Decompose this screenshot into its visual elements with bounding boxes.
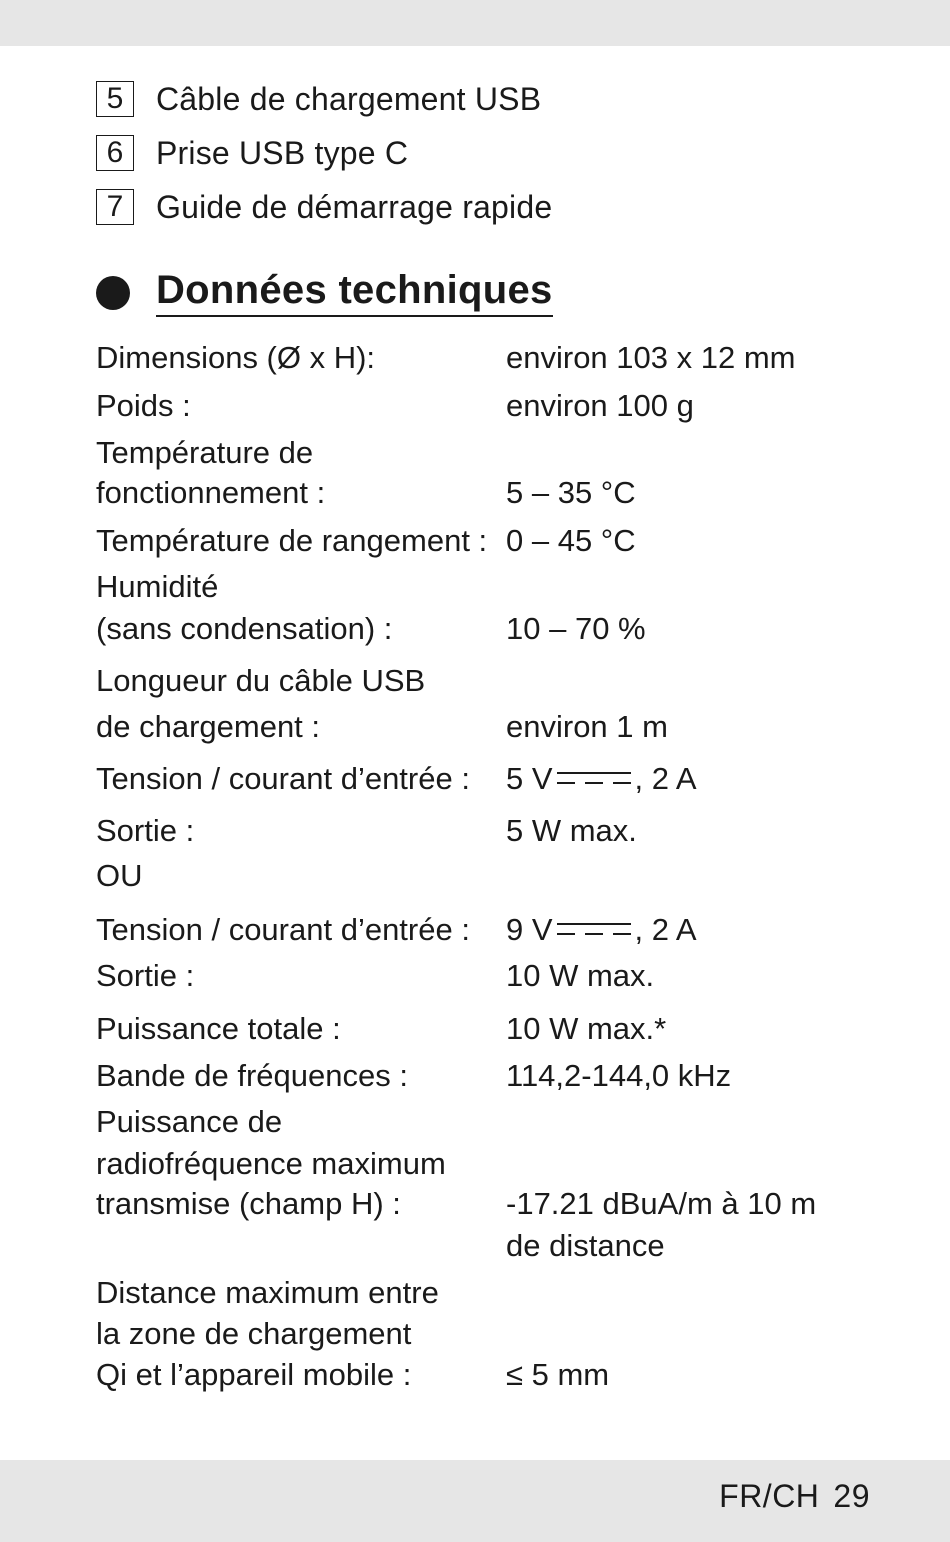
top-margin-band bbox=[0, 0, 950, 46]
spec-output-1 bbox=[96, 811, 876, 851]
spec-input-1 bbox=[96, 759, 876, 799]
part-label: Prise USB type C bbox=[156, 134, 409, 171]
spec-label: Puissance totale : bbox=[96, 1011, 341, 1046]
spec-label: Qi et l’appareil mobile : bbox=[96, 1357, 412, 1392]
spec-storage-temperature bbox=[96, 521, 876, 561]
spec-label: Température de rangement : bbox=[96, 523, 488, 558]
spec-label: Bande de fréquences : bbox=[96, 1058, 408, 1093]
spec-label: transmise (champ H) : bbox=[96, 1186, 401, 1221]
list-item bbox=[96, 126, 552, 180]
bullet-icon bbox=[96, 276, 130, 310]
spec-value bbox=[506, 910, 697, 950]
spec-label: Sortie : bbox=[96, 958, 195, 993]
spec-total-power bbox=[96, 1009, 876, 1049]
spec-label: radiofréquence maximum bbox=[96, 1146, 446, 1181]
spec-value: 10 W max. bbox=[506, 958, 655, 993]
spec-label: Tension / courant d’entrée : bbox=[96, 761, 470, 796]
part-label: Guide de démarrage rapide bbox=[156, 188, 553, 225]
spec-frequency-band bbox=[96, 1056, 876, 1096]
spec-value: 5 W max. bbox=[506, 813, 637, 848]
voltage-value: 5 V bbox=[506, 761, 553, 796]
spec-value bbox=[506, 759, 697, 799]
spec-value: 0 – 45 °C bbox=[506, 523, 636, 558]
spec-label: Longueur du câble USB bbox=[96, 663, 426, 698]
spec-label: Humidité bbox=[96, 569, 219, 604]
part-number-box: 6 bbox=[96, 135, 134, 171]
current-value: , 2 A bbox=[634, 761, 697, 796]
spec-or bbox=[96, 856, 876, 896]
part-number-box: 5 bbox=[96, 81, 134, 117]
spec-dimensions bbox=[96, 338, 876, 378]
voltage-value: 9 V bbox=[506, 912, 553, 947]
spec-label: (sans condensation) : bbox=[96, 611, 393, 646]
spec-max-distance bbox=[96, 1273, 876, 1397]
spec-output-2 bbox=[96, 956, 876, 996]
spec-label: Sortie : bbox=[96, 813, 195, 848]
spec-label: Température de bbox=[96, 435, 314, 470]
or-label: OU bbox=[96, 858, 143, 893]
list-item bbox=[96, 72, 552, 126]
spec-value: 10 – 70 % bbox=[506, 611, 646, 646]
spec-label: Poids : bbox=[96, 388, 191, 423]
spec-label: Distance maximum entre bbox=[96, 1275, 439, 1310]
spec-label: fonctionnement : bbox=[96, 475, 326, 510]
spec-value: environ 103 x 12 mm bbox=[506, 340, 796, 375]
spec-cable-length bbox=[96, 661, 876, 745]
spec-label: Puissance de bbox=[96, 1104, 283, 1139]
spec-rf-power bbox=[96, 1102, 876, 1266]
page-number: 29 bbox=[833, 1478, 870, 1514]
spec-weight bbox=[96, 386, 876, 426]
spec-input-2 bbox=[96, 910, 876, 950]
spec-value: 10 W max.* bbox=[506, 1011, 667, 1046]
dc-current-icon bbox=[557, 920, 631, 938]
list-item bbox=[96, 180, 552, 234]
part-number-box: 7 bbox=[96, 189, 134, 225]
spec-value: environ 100 g bbox=[506, 388, 694, 423]
parts-list bbox=[96, 72, 552, 234]
spec-value: 5 – 35 °C bbox=[506, 475, 636, 510]
spec-label: la zone de chargement bbox=[96, 1316, 412, 1351]
spec-humidity bbox=[96, 567, 876, 647]
part-label: Câble de chargement USB bbox=[156, 80, 542, 117]
language-code: FR/CH bbox=[719, 1478, 820, 1514]
spec-value: ≤ 5 mm bbox=[506, 1357, 610, 1392]
spec-value: 114,2-144,0 kHz bbox=[506, 1058, 732, 1093]
spec-value: -17.21 dBuA/m à 10 m bbox=[506, 1186, 817, 1221]
section-title: Données techniques bbox=[156, 268, 553, 317]
spec-value: de distance bbox=[506, 1228, 665, 1263]
spec-label: Dimensions (Ø x H): bbox=[96, 340, 376, 375]
spec-label: Tension / courant d’entrée : bbox=[96, 912, 470, 947]
page-footer bbox=[719, 1478, 870, 1515]
section-heading bbox=[96, 268, 553, 317]
dc-current-icon bbox=[557, 769, 631, 787]
spec-label: de chargement : bbox=[96, 709, 321, 744]
current-value: , 2 A bbox=[634, 912, 697, 947]
spec-value: environ 1 m bbox=[506, 709, 668, 744]
spec-operating-temperature bbox=[96, 433, 876, 513]
